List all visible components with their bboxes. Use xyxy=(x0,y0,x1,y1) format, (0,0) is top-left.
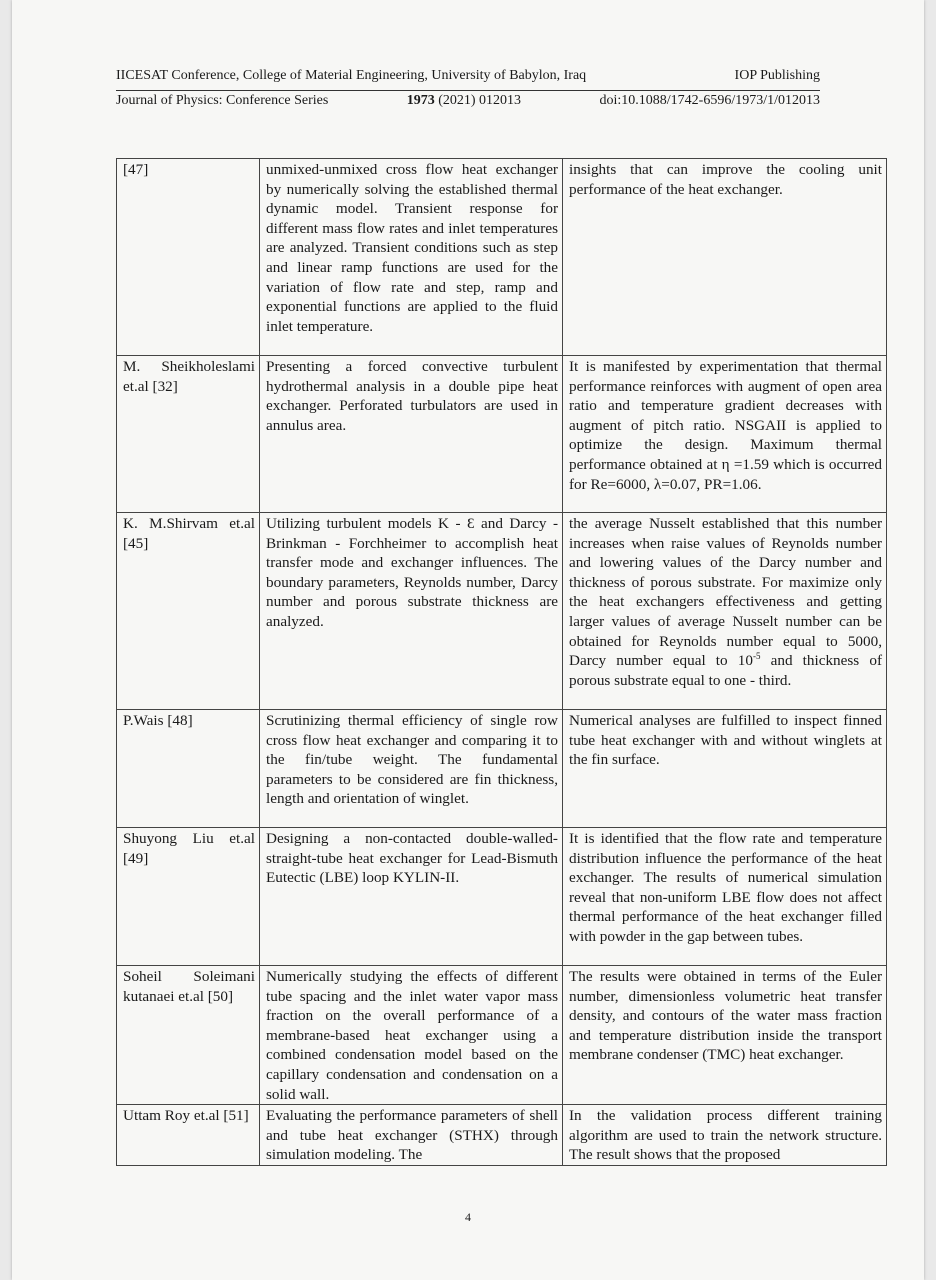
table-row xyxy=(117,1105,887,1166)
table-row xyxy=(117,159,887,356)
result-text: the average Nusselt established that this number increases when raise values of Reynolds number and lowering values of the Darcy number and thickness of porous substrate. For maximize only the heat exchangers effectiveness and getting larger values of average Nusselt number can be obtained for Reynolds number equal to 5000, Darcy number equal to 10 xyxy=(569,515,882,670)
journal-name: Journal of Physics: Conference Series xyxy=(116,93,329,108)
result-cell xyxy=(563,513,887,710)
page-number: 4 xyxy=(465,1210,471,1224)
conference-name: IICESAT Conference, College of Material Engineering, University of Babylon, Iraq xyxy=(116,68,587,83)
table-row xyxy=(117,356,887,513)
result-cell: Numerical analyses are fulfilled to inspect finned tube heat exchanger with and without winglets at the fin surface. xyxy=(563,710,887,828)
table-row xyxy=(117,966,887,1105)
result-text: and thickness of porous substrate equal to one - third. xyxy=(569,652,883,689)
article-number: (2021) 012013 xyxy=(438,93,522,108)
volume-number: 1973 xyxy=(406,93,435,108)
reference-cell: K. M.Shirvam et.al [45] xyxy=(117,513,260,710)
method-cell: Scrutinizing thermal efficiency of single row cross flow heat exchanger and comparing it to the fin/tube weight. The fundamental parameters to be considered are fin thickness, length and orientation of winglet. xyxy=(260,710,563,828)
literature-review-table xyxy=(116,158,887,1166)
result-cell: insights that can improve the cooling unit performance of the heat exchanger. xyxy=(563,159,887,356)
method-cell: Utilizing turbulent models K - Ɛ and Darcy - Brinkman - Forchheimer to accomplish heat transfer mode and exchanger influences. The boundary parameters, Reynolds number, Darcy number and porous substrate thickness are analyzed. xyxy=(260,513,563,710)
method-cell: Evaluating the performance parameters of shell and tube heat exchanger (STHX) through simulation modeling. The xyxy=(260,1105,563,1166)
publisher-name: IOP Publishing xyxy=(734,68,820,83)
running-header-top xyxy=(116,68,820,84)
table-row xyxy=(117,710,887,828)
method-cell: Designing a non-contacted double-walled-straight-tube heat exchanger for Lead-Bismuth Eutectic (LBE) loop KYLIN-II. xyxy=(260,828,563,966)
result-cell: It is identified that the flow rate and temperature distribution influence the performance of the heat exchanger. The results of numerical simulation reveal that non-uniform LBE flow does not affect thermal performance of the heat exchanger filled with powder in the gap between tubes. xyxy=(563,828,887,966)
reference-cell: [47] xyxy=(117,159,260,356)
reference-cell: Uttam Roy et.al [51] xyxy=(117,1105,260,1166)
method-cell: Numerically studying the effects of different tube spacing and the inlet water vapor mass fraction on the overall performance of a membrane-based heat exchanger using a combined condensation model based on the capillary condensation and condensation on a solid wall. xyxy=(260,966,563,1105)
reference-cell: Shuyong Liu et.al [49] xyxy=(117,828,260,966)
method-cell: Presenting a forced convective turbulent hydrothermal analysis in a double pipe heat exchanger. Perforated turbulators are used in annulus area. xyxy=(260,356,563,513)
running-header-bottom xyxy=(116,90,820,109)
result-cell: In the validation process different training algorithm are used to train the network structure. The result shows that the proposed xyxy=(563,1105,887,1166)
table-row xyxy=(117,513,887,710)
method-cell: unmixed-unmixed cross flow heat exchanger by numerically solving the established thermal dynamic model. Transient response for different mass flow rates and inlet temperatures are analyzed. Transient conditions such as step and linear ramp functions are used for the variation of flow rate and step, ramp and exponential functions are applied to the fluid inlet temperature. xyxy=(260,159,563,356)
reference-cell: Soheil Soleimani kutanaei et.al [50] xyxy=(117,966,260,1105)
result-cell: The results were obtained in terms of the Euler number, dimensionless volumetric heat transfer density, and contours of the water mass fraction and temperature distribution inside the transport membrane condenser (TMC) heat exchanger. xyxy=(563,966,887,1105)
doi: doi:10.1088/1742-6596/1973/1/012013 xyxy=(599,93,820,108)
table-row xyxy=(117,828,887,966)
result-cell: It is manifested by experimentation that thermal performance reinforces with augment of open area ratio and temperature gradient decreases with augment of pitch ratio. NSGAII is applied to optimize the design. Maximum thermal performance obtained at η =1.59 which is occurred for Re=6000, λ=0.07, PR=1.06. xyxy=(563,356,887,513)
reference-cell: P.Wais [48] xyxy=(117,710,260,828)
exponent: -5 xyxy=(752,651,761,662)
citation xyxy=(407,93,521,109)
reference-cell: M. Sheikholeslami et.al [32] xyxy=(117,356,260,513)
